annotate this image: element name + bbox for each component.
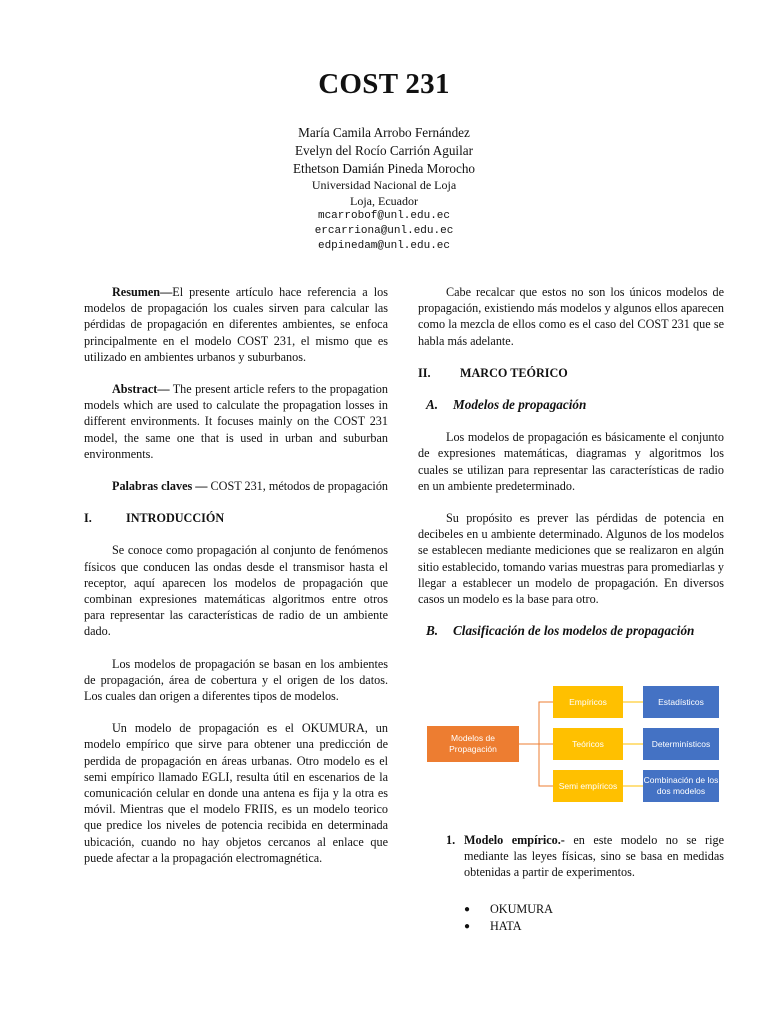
- section-number: I.: [84, 511, 92, 526]
- list-item: ● OKUMURA: [464, 901, 553, 916]
- email[interactable]: mcarrobof@unl.edu.ec: [317, 210, 451, 222]
- subsection-title: Clasificación de los modelos de propagación: [453, 623, 695, 639]
- body-paragraph: Los modelos de propagación se basan en los ambientes de propagación, área de cobertura y el origen de los datos. Los cuales dan origen a diferentes tipos de modelos.: [84, 656, 388, 704]
- author-name: Ethetson Damián Pineda Morocho: [292, 161, 476, 176]
- abstract-paragraph: [84, 381, 388, 462]
- author-name: Evelyn del Rocío Carrión Aguilar: [295, 143, 473, 158]
- middle-node: Empíricos: [553, 686, 623, 718]
- paper-title: COST 231: [318, 68, 450, 100]
- section-number: II.: [418, 365, 431, 380]
- resumen-label: Resumen—: [112, 285, 173, 299]
- author-name: María Camila Arrobo Fernández: [298, 125, 470, 140]
- numbered-item: [446, 832, 724, 881]
- keywords-label: Palabras claves —: [112, 479, 208, 494]
- item-label: Modelo empírico.-: [464, 833, 565, 847]
- author-list: [0, 124, 768, 178]
- leaf-node: Determinísticos: [643, 728, 719, 760]
- body-paragraph: Cabe recalcar que estos no son los únicos modelos de propagación, existiendo más modelos y algunos ellos aparecen como la mezcla de ellos como es el caso del COST 231 que se habla más adelante.: [418, 285, 724, 348]
- section-heading-introduccion: [84, 510, 388, 526]
- section-title: MARCO TEÓRICO: [460, 365, 568, 380]
- affiliation-block: [0, 177, 768, 254]
- body-paragraph: Se conoce como propagación al conjunto de fenómenos físicos que conducen las ondas desde el transmisor hasta el receptor, aquí aparecen los modelos de propagación que combinan expresiones matemáticas algoritmos entre otros para representar las características de radio de un ambiente dado.: [84, 543, 388, 639]
- leaf-node: Estadísticos: [643, 686, 719, 718]
- keywords-text: COST 231, métodos de propagación: [207, 479, 389, 494]
- body-paragraph: Un modelo de propagación es el OKUMURA, un modelo empírico que sirve para obtener una predicción de perdida de propagación en áreas urbanas. Otro modelo es el semi empírico llamado EGLI, resulta útil en escenarios de la comunicación celular en donde una antena es fija y la otra es móvil. Mientras que el modelo FRIIS, es un modelo teorico que predice los niveles de potencia recibida en determinada ubicación, cuando no hay objetos cercanos al enlace que puede afectar a la propagación electromagnética.: [84, 721, 388, 865]
- resumen-text: El presente artículo hace referencia a los modelos de propagación los cuales sirven para calcular las pérdidas de propagación en diferentes ambientes, se enfoca principalmente en el modelo COST 231, el mismo que es utilizado en ambientes urbanos y suburbanos.: [84, 285, 388, 364]
- left-column: [84, 284, 388, 866]
- subsection-number: A.: [426, 397, 439, 413]
- bullet-list: [464, 901, 724, 935]
- leaf-node: Combinación de los dos modelos: [643, 770, 719, 802]
- section-heading-marco-teorico: [418, 365, 724, 381]
- body-paragraph: Su propósito es prever las pérdidas de potencia en decibeles en u ambiente determinado. Algunos de los modelos se establecen mediante mediciones que se realizaron en algún sitio establecido, tomando varias muestras para promediarlas y llegar a establecer un modelo de propagación. En diversos casos un modelo es la base para otro.: [418, 511, 724, 607]
- bullet-icon: ●: [464, 920, 471, 932]
- item-text: en este modelo no se rige mediante las leyes físicas, sino se basa en medidas obtenidas a partir de experimentos.: [464, 833, 724, 880]
- location: Loja, Ecuador: [350, 194, 418, 208]
- abstract-text: The present article refers to the propagation models which are used to calculate the propagation losses in different environments. It focuses mainly on the COST 231 model, the same one that is used in urban and suburban environments.: [84, 382, 388, 461]
- list-item: ● HATA: [464, 918, 522, 933]
- email[interactable]: ercarriona@unl.edu.ec: [314, 225, 454, 237]
- abstract-label: Abstract—: [112, 382, 170, 397]
- keywords-paragraph: [84, 478, 388, 494]
- middle-node: Semi empíricos: [553, 770, 623, 802]
- resumen-paragraph: [84, 284, 388, 365]
- right-column-lower: [418, 832, 724, 935]
- university: Universidad Nacional de Loja: [311, 178, 457, 192]
- item-number: 1.: [446, 833, 456, 847]
- subsection-heading-b: [426, 623, 724, 639]
- right-column: [418, 284, 724, 639]
- subsection-heading-a: [426, 397, 724, 413]
- section-title: INTRODUCCIÓN: [126, 511, 225, 526]
- connector-line: [519, 702, 553, 744]
- connector-line: [519, 744, 553, 786]
- middle-node: Teóricos: [553, 728, 623, 760]
- bullet-icon: ●: [464, 903, 471, 915]
- subsection-number: B.: [426, 623, 439, 639]
- email[interactable]: edpinedam@unl.edu.ec: [317, 240, 451, 252]
- body-paragraph: Los modelos de propagación es básicamente el conjunto de expresiones matemáticas, diagramas y algoritmos los cuales se utilizan para representar las características de radio en un ambiente predeterminado.: [418, 430, 724, 493]
- subsection-title: Modelos de propagación: [453, 397, 587, 413]
- root-node: Modelos de Propagación: [427, 726, 519, 762]
- classification-diagram: [423, 682, 723, 804]
